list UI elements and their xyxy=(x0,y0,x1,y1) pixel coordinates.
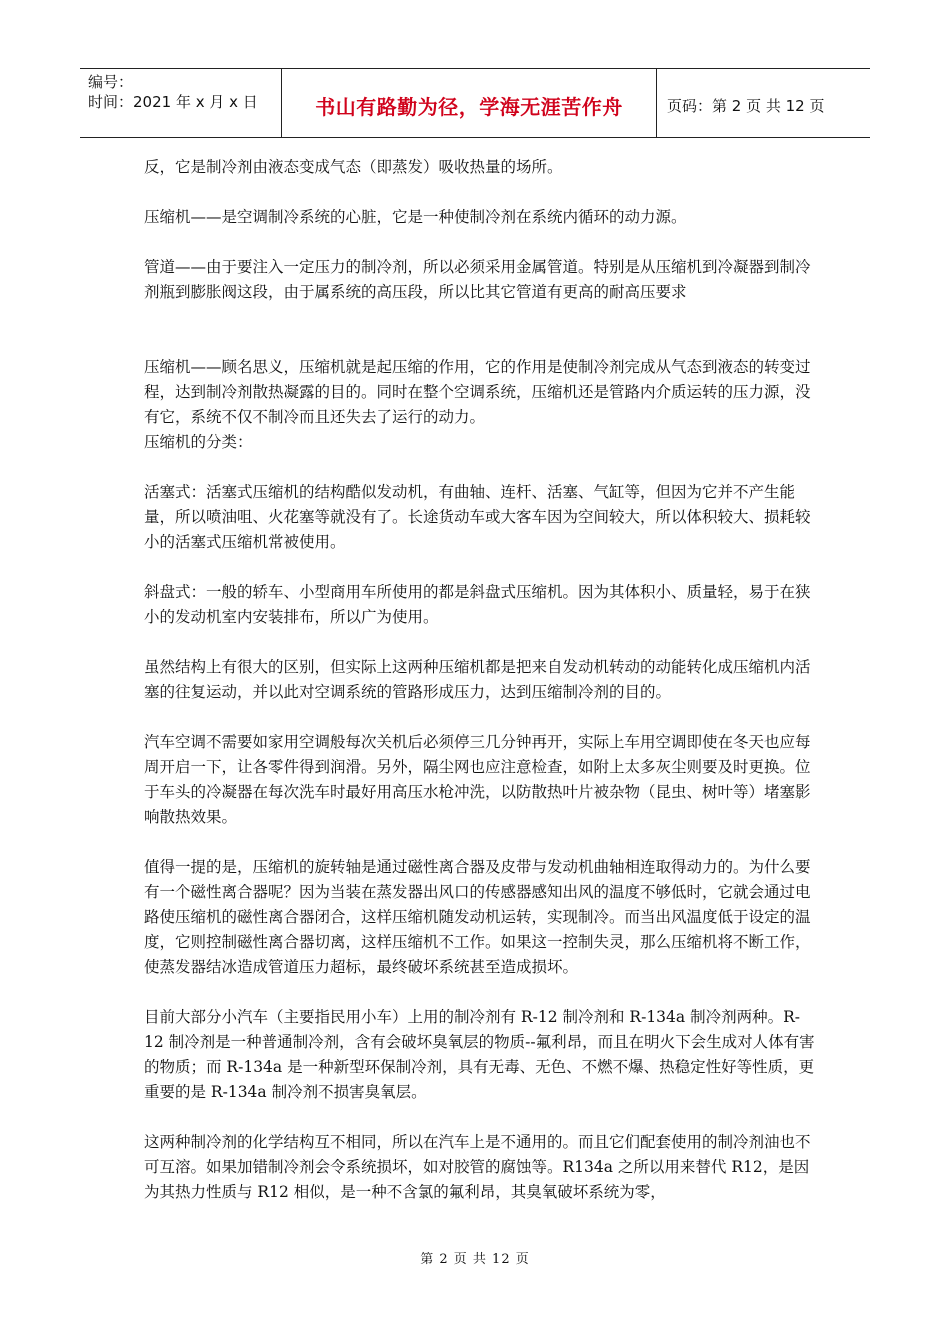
paragraph: 管道——由于要注入一定压力的制冷剂，所以必须采用金属管道。特别是从压缩机到冷凝器到制冷剂瓶到膨胀阀这段，由于属系统的高压段，所以比其它管道有更高的耐高压要求 xyxy=(144,258,811,301)
paragraph: 反，它是制冷剂由液态变成气态（即蒸发）吸收热量的场所。 xyxy=(144,158,563,176)
paragraph: 斜盘式：一般的轿车、小型商用车所使用的都是斜盘式压缩机。因为其体积小、质量轻，易于在狭小的发动机室内安装排布，所以广为使用。 xyxy=(144,583,811,626)
header-meta xyxy=(80,69,282,137)
paragraph: 汽车空调不需要如家用空调般每次关机后必须停三几分钟再开，实际上车用空调即使在冬天也应每周开启一下，让各零件得到润滑。另外，隔尘网也应注意检查，如附上太多灰尘则要及时更换。位于车头的冷凝器在每次洗车时最好用高压水枪冲洗，以防散热叶片被杂物（昆虫、树叶等）堵塞影响散热效果。 xyxy=(144,733,811,826)
header-page-info: 页码：第 2 页 共 12 页 xyxy=(667,96,825,115)
paragraph: 压缩机——是空调制冷系统的心脏，它是一种使制冷剂在系统内循环的动力源。 xyxy=(144,208,687,226)
page-footer: 第 2 页 共 12 页 xyxy=(420,1252,530,1267)
paragraph: 活塞式：活塞式压缩机的结构酷似发动机，有曲轴、连杆、活塞、气缸等，但因为它并不产生能量，所以喷油咀、火花塞等就没有了。长途货动车或大客车因为空间较大，所以体积较大、损耗较小的活塞式压缩机常被使用。 xyxy=(144,483,811,551)
header-motto: 书山有路勤为径，学海无涯苦作舟 xyxy=(282,69,657,137)
paragraph: 值得一提的是，压缩机的旋转轴是通过磁性离合器及皮带与发动机曲轴相连取得动力的。为什么要有一个磁性离合器呢？因为当装在蒸发器出风口的传感器感知出风的温度不够低时，它就会通过电路使压缩机的磁性离合器闭合，这样压缩机随发动机运转，实现制冷。而当出风温度低于设定的温度，它则控制磁性离合器切离，这样压缩机不工作。如果这一控制失灵，那么压缩机将不断工作，使蒸发器结冰造成管道压力超标，最终破坏系统甚至造成损坏。 xyxy=(144,858,811,976)
paragraph: 目前大部分小汽车（主要指民用小车）上用的制冷剂有 R-12 制冷剂和 R-134a 制冷剂两种。R-12 制冷剂是一种普通制冷剂，含有会破坏臭氧层的物质--氟利昂，而且在明火下会生成对人体有害的物质；而 R-134a 是一种新型环保制冷剂，具有无毒、无色、不燃不爆、热稳定性好等性质，更重要的是 R-134a 制冷剂不损害臭氧层。 xyxy=(144,1008,815,1101)
document-time: 时间：2021 年 x 月 x 日 xyxy=(88,93,258,111)
page-header xyxy=(80,68,870,138)
paragraph: 压缩机——顾名思义，压缩机就是起压缩的作用，它的作用是使制冷剂完成从气态到液态的转变过程，达到制冷剂散热凝露的目的。同时在整个空调系统，压缩机还是管路内介质运转的压力源，没有它，系统不仅不制冷而且还失去了运行的动力。 xyxy=(144,358,811,426)
document-body xyxy=(144,155,816,1205)
document-code-label: 编号： xyxy=(88,73,134,91)
paragraph: 这两种制冷剂的化学结构互不相同，所以在汽车上是不通用的。而且它们配套使用的制冷剂油也不可互溶。如果加错制冷剂会令系统损坏，如对胶管的腐蚀等。R134a 之所以用来替代 R12，是因为其热力性质与 R12 相似，是一种不含氯的氟利昂，其臭氧破坏系统为零， xyxy=(144,1133,811,1201)
paragraph: 虽然结构上有很大的区别，但实际上这两种压缩机都是把来自发动机转动的动能转化成压缩机内活塞的往复运动，并以此对空调系统的管路形成压力，达到压缩制冷剂的目的。 xyxy=(144,658,811,701)
section-heading: 压缩机的分类： xyxy=(144,433,253,451)
